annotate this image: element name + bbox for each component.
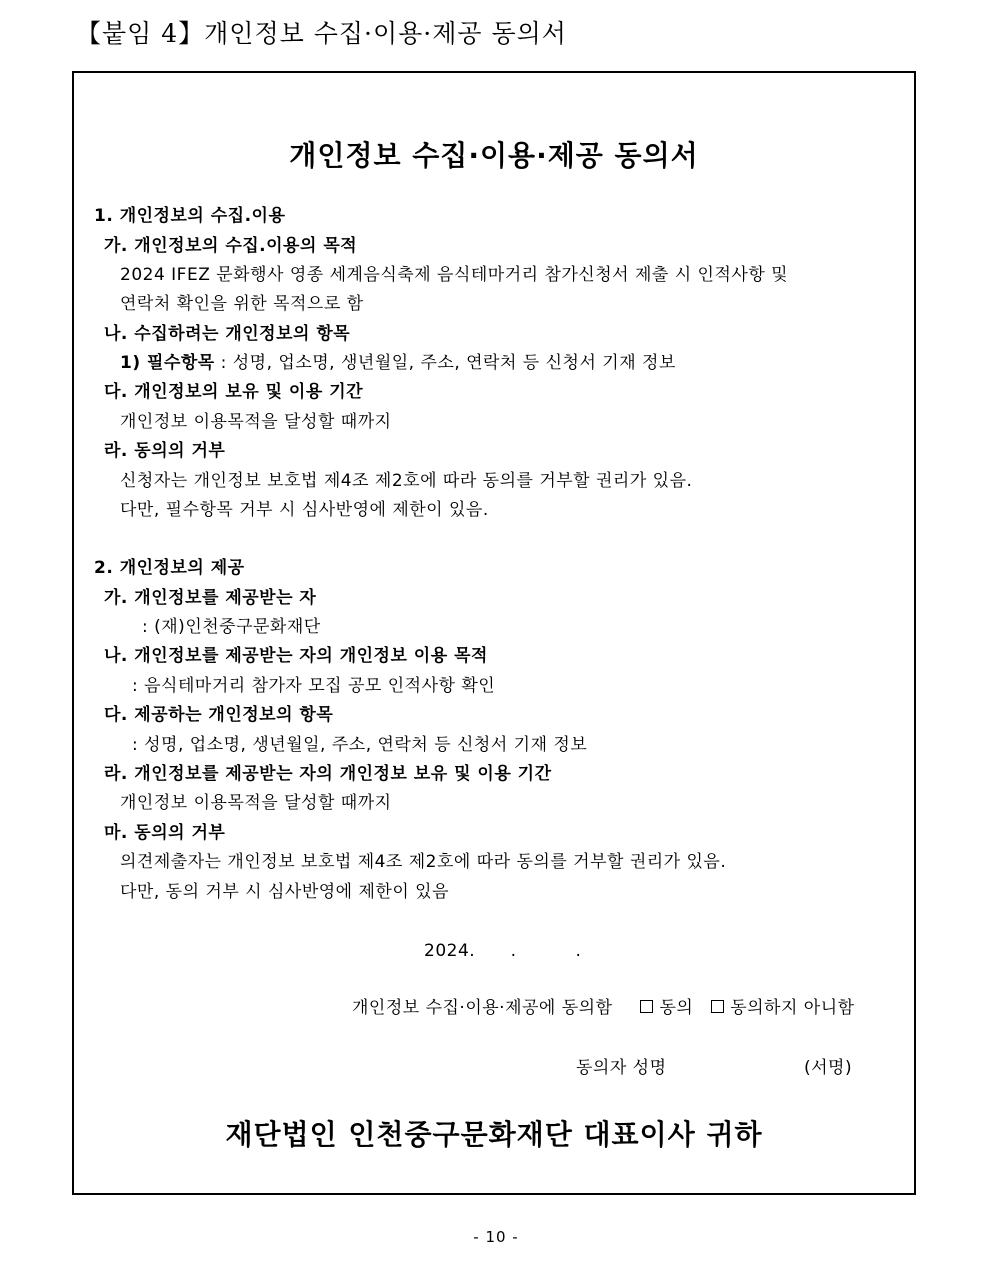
consent-row: [352, 997, 855, 1019]
section2-b-text: : 음식테마거리 참가자 모집 공모 인적사항 확인: [132, 676, 496, 696]
section2-c-heading: 다. 제공하는 개인정보의 항목: [104, 705, 334, 725]
signature-label: (서명): [804, 1058, 853, 1078]
page-number: - 10 -: [473, 1228, 519, 1246]
section2-c-text: : 성명, 업소명, 생년월일, 주소, 연락처 등 신청서 기재 정보: [132, 735, 588, 755]
section1-c-heading: 다. 개인정보의 보유 및 이용 기간: [104, 382, 364, 402]
section1-c-text: 개인정보 이용목적을 달성할 때까지: [120, 412, 392, 432]
section1-d-text2: 다만, 필수항목 거부 시 심사반영에 제한이 있음.: [120, 500, 489, 520]
section2-e-text2: 다만, 동의 거부 시 심사반영에 제한이 있음: [120, 882, 450, 902]
section1-a-text2: 연락처 확인을 위한 목적으로 함: [120, 294, 364, 314]
section2-d-heading: 라. 개인정보를 제공받는 자의 개인정보 보유 및 이용 기간: [104, 764, 552, 784]
document-title: 개인정보 수집·이용·제공 동의서: [289, 139, 699, 172]
disagree-label: 동의하지 아니함: [730, 998, 855, 1018]
section2-e-text1: 의견제출자는 개인정보 보호법 제4조 제2호에 따라 동의를 거부할 권리가 있음.: [120, 852, 727, 872]
disagree-checkbox[interactable]: [711, 1000, 724, 1013]
agree-checkbox[interactable]: [640, 1000, 653, 1013]
section2-b-heading: 나. 개인정보를 제공받는 자의 개인정보 이용 목적: [104, 646, 488, 666]
consent-text: 개인정보 수집·이용·제공에 동의함: [352, 998, 613, 1018]
required-items-label: 1) 필수항목: [120, 353, 215, 373]
consent-form: [72, 71, 916, 1195]
section1-a-text1: 2024 IFEZ 문화행사 영종 세계음식축제 음식테마거리 참가신청서 제출 시 인적사항 및: [120, 265, 789, 285]
section1-a-heading: 가. 개인정보의 수집.이용의 목적: [104, 236, 358, 256]
signer-label: 동의자 성명: [576, 1058, 667, 1078]
attachment-title: 【붙임 4】개인정보 수집·이용·제공 동의서: [76, 19, 567, 48]
agree-label: 동의: [659, 998, 694, 1018]
section2-e-heading: 마. 동의의 거부: [104, 823, 226, 843]
section1-d-heading: 라. 동의의 거부: [104, 441, 226, 461]
section1-d-text1: 신청자는 개인정보 보호법 제4조 제2호에 따라 동의를 거부할 권리가 있음.: [120, 471, 693, 491]
date-line: 2024. . .: [424, 941, 582, 961]
addressee: 재단법인 인천중구문화재단 대표이사 귀하: [225, 1118, 763, 1151]
section1-b-item: [120, 352, 676, 374]
section2-a-text: : (재)인천중구문화재단: [142, 617, 321, 637]
section2-heading: 2. 개인정보의 제공: [94, 558, 245, 578]
section2-a-heading: 가. 개인정보를 제공받는 자: [104, 588, 317, 608]
section1-b-heading: 나. 수집하려는 개인정보의 항목: [104, 324, 351, 344]
required-items-text: : 성명, 업소명, 생년월일, 주소, 연락처 등 신청서 기재 정보: [214, 353, 676, 373]
section1-heading: 1. 개인정보의 수집.이용: [94, 206, 286, 226]
section2-d-text: 개인정보 이용목적을 달성할 때까지: [120, 793, 392, 813]
